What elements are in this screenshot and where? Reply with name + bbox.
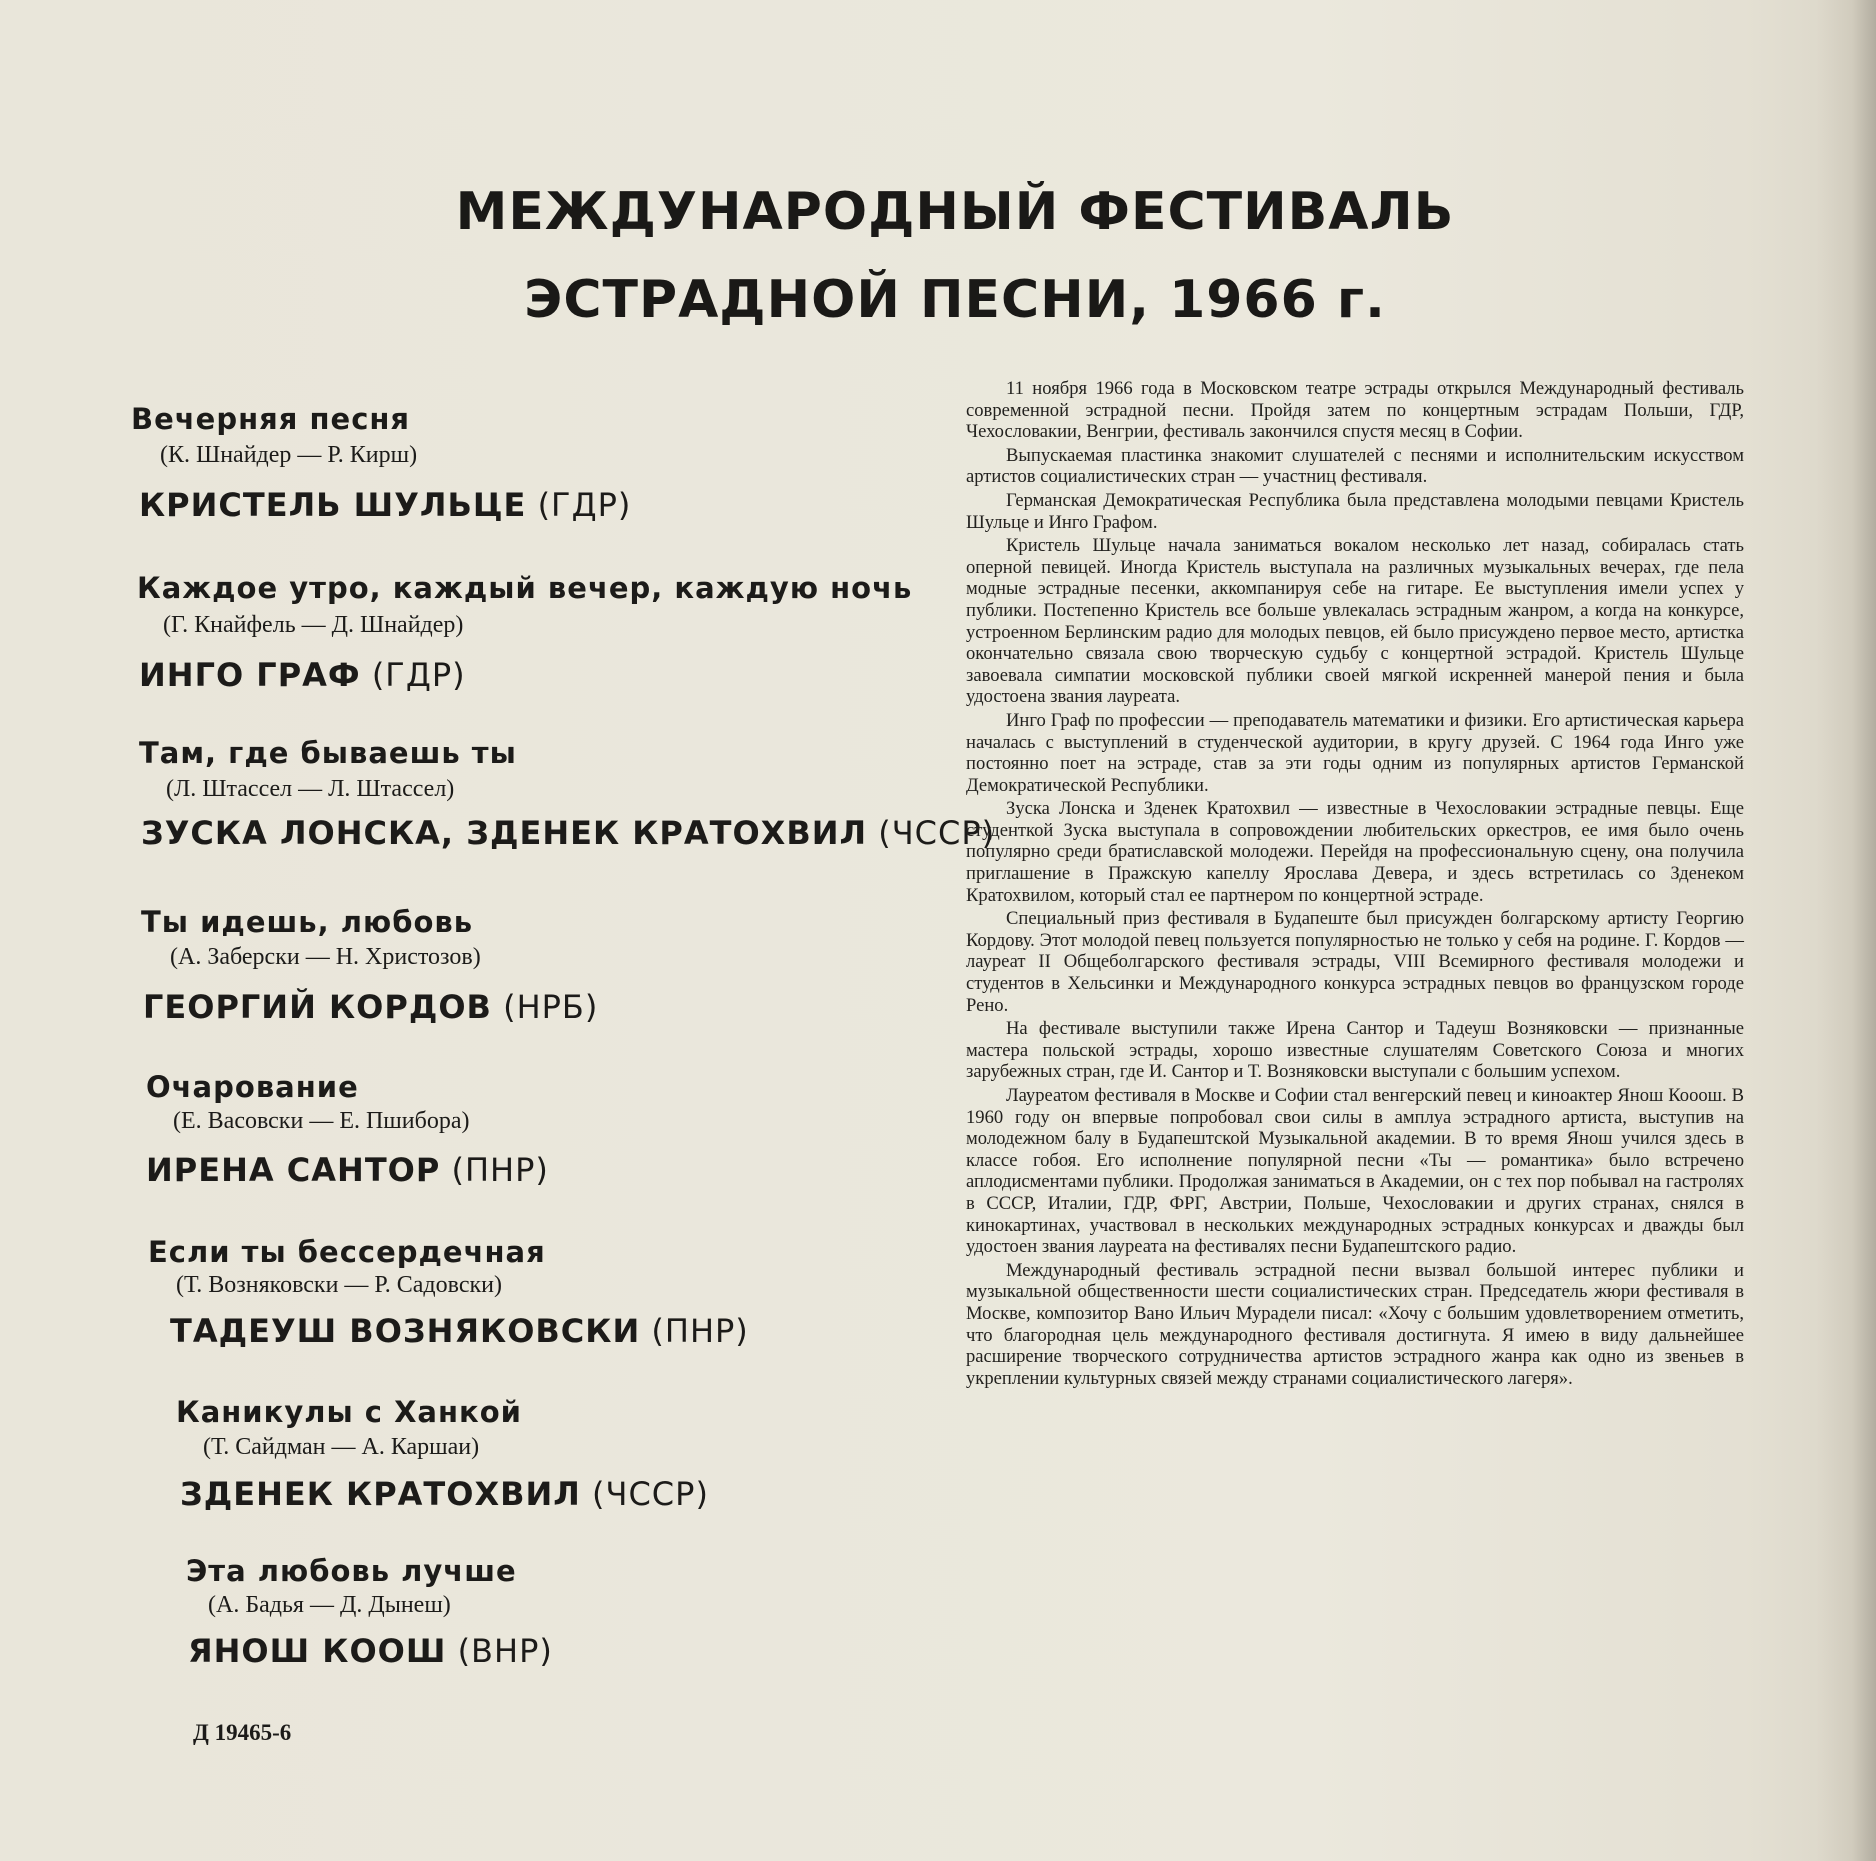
track-1-artist-name: КРИСТЕЛЬ ШУЛЬЦЕ xyxy=(139,486,527,524)
track-5-country: (ПНР) xyxy=(451,1151,549,1189)
title-line-1: МЕЖДУНАРОДНЫЙ ФЕСТИВАЛЬ xyxy=(455,182,1455,242)
liner-paragraph-7: Специальный приз фестиваля в Будапеште был присужден болгарскому артисту Георгию Кордову. Этот молодой певец пользуется популярностью не только у себя на родине. Г. Кордов — лауреат II Общеболгарского фестиваля эстрады, VIII Всемирного фестиваля молодежи и студентов в Хельсинки и Международного конкурса эстрадных певцов во французском городе Рено. xyxy=(966,908,1744,1016)
track-8-title: Эта любовь лучше xyxy=(186,1554,517,1588)
track-6-artist xyxy=(170,1312,749,1350)
track-6-artist-name: ТАДЕУШ ВОЗНЯКОВСКИ xyxy=(170,1312,641,1350)
track-7-country: (ЧССР) xyxy=(592,1475,709,1513)
track-2-title: Каждое утро, каждый вечер, каждую ночь xyxy=(137,571,913,605)
liner-paragraph-4: Кристель Шульце начала заниматься вокалом несколько лет назад, собиралась стать оперной певицей. Иногда Кристель выступала на различных музыкальных вечерах, где пела модные эстрадные песенки, аккомпанируя себе на гитаре. Ее выступления имели успех у публики. Постепенно Кристель все больше увлекалась эстрадным жанром, а когда на конкурсе, устроенном Берлинским радио для молодых певцов, ей было присуждено первое место, артистка окончательно связала свою творческую судьбу с концертной эстрадой. Кристель Шульце завоевала симпатии московской публики своей мягкой искренней манерой пения и была удостоена звания лауреата. xyxy=(966,535,1744,708)
track-5-title: Очарование xyxy=(146,1070,359,1104)
track-3-title: Там, где бываешь ты xyxy=(139,736,517,770)
track-8-artist-name: ЯНОШ КООШ xyxy=(188,1632,447,1670)
track-2-authors: (Г. Кнайфель — Д. Шнайдер) xyxy=(163,612,464,638)
track-1-authors: (К. Шнайдер — Р. Кирш) xyxy=(160,442,418,468)
track-8-artist xyxy=(188,1632,553,1670)
liner-paragraph-6: Зуска Лонска и Зденек Кратохвил — известные в Чехословакии эстрадные певцы. Еще студенткой Зуска выступала в сопровождении любительских оркестров, ее имя было очень популярно среди братиславской молодежи. Перейдя на профессиональную сцену, она получила приглашение в Пражскую капеллу Ярослава Девера, и здесь встретилась со Зденеком Кратохвилом, который стал ее партнером по концертной эстраде. xyxy=(966,798,1744,906)
track-2-country: (ГДР) xyxy=(371,656,466,694)
track-4-artist xyxy=(143,988,598,1026)
track-4-artist-name: ГЕОРГИЙ КОРДОВ xyxy=(143,988,492,1026)
track-1-title: Вечерняя песня xyxy=(131,402,411,436)
track-3-artist-name: ЗУСКА ЛОНСКА, ЗДЕНЕК КРАТОХВИЛ xyxy=(141,814,868,852)
track-3-authors: (Л. Штассел — Л. Штассел) xyxy=(166,776,455,802)
track-8-authors: (А. Бадья — Д. Дынеш) xyxy=(208,1592,451,1618)
liner-paragraph-9: Лауреатом фестиваля в Москве и Софии стал венгерский певец и киноактер Янош Кооош. В 1960 году он впервые попробовал свои силы в амплуа эстрадного артиста, выступив на молодежном балу в Будапештской Музыкальной академии. В то время Янош учился здесь в классе гобоя. Его исполнение популярной песни «Ты — романтика» было встречено аплодисментами публики. Продолжая заниматься в Академии, он с тех пор побывал на гастролях в СССР, Италии, ГДР, ФРГ, Австрии, Польше, Чехословакии и других странах, снялся в кинокартинах, участвовал в нескольких международных эстрадных конкурсах и дважды был удостоен звания лауреата на фестивалях песни Будапештского радио. xyxy=(966,1085,1744,1258)
track-3-artist xyxy=(141,814,995,852)
track-2-artist-name: ИНГО ГРАФ xyxy=(139,656,361,694)
track-3-country: (ЧССР) xyxy=(878,814,996,852)
track-4-title: Ты идешь, любовь xyxy=(141,905,474,939)
track-6-country: (ПНР) xyxy=(651,1312,749,1350)
track-5-authors: (Е. Васовски — Е. Пшибора) xyxy=(173,1108,470,1134)
track-5-artist xyxy=(146,1151,549,1189)
track-1-artist xyxy=(139,486,631,524)
track-7-title: Каникулы с Ханкой xyxy=(176,1395,522,1429)
liner-paragraph-2: Выпускаемая пластинка знакомит слушателей с песнями и исполнительским искусством артистов социалистических стран — участниц фестиваля. xyxy=(966,444,1744,488)
track-7-authors: (Т. Сайдман — А. Каршаи) xyxy=(203,1434,480,1460)
track-1-country: (ГДР) xyxy=(537,486,632,524)
liner-notes xyxy=(966,378,1744,1391)
liner-paragraph-8: На фестивале выступили также Ирена Сантор и Тадеуш Возняковски — признанные мастера польской эстрады, хорошо известные слушателям Советского Союза и многих зарубежных стран, где И. Сантор и Т. Возняковски выступали с большим успехом. xyxy=(966,1018,1744,1083)
liner-paragraph-5: Инго Граф по профессии — преподаватель математики и физики. Его артистическая карьера началась с выступлений в студенческой аудитории, в кругу друзей. С 1964 года Инго уже постоянно поет на эстраде, став за эти годы одним из популярных артистов Германской Демократической Республики. xyxy=(966,709,1744,796)
liner-paragraph-3: Германская Демократическая Республика была представлена молодыми певцами Кристель Шульце и Инго Графом. xyxy=(966,489,1744,533)
track-8-country: (ВНР) xyxy=(457,1632,553,1670)
page-title xyxy=(380,168,1530,344)
liner-paragraph-10: Международный фестиваль эстрадной песни вызвал большой интерес публики и музыкальной общественности шести социалистических стран. Председатель жюри фестиваля в Москве, композитор Вано Ильич Мурадели писал: «Хочу с большим удовлетворением отметить, что благородная цель международного фестиваля достигнута. Я имею в виду дальнейшее расширение творческого сотрудничества артистов эстрадного жанра как одно из звеньев в укреплении культурных связей между странами социалистического лагеря». xyxy=(966,1259,1744,1389)
title-line-2: ЭСТРАДНОЙ ПЕСНИ, 1966 г. xyxy=(524,270,1386,330)
track-2-artist xyxy=(139,656,466,694)
track-5-artist-name: ИРЕНА САНТОР xyxy=(146,1151,441,1189)
track-7-artist-name: ЗДЕНЕК КРАТОХВИЛ xyxy=(180,1475,581,1513)
track-4-authors: (А. Заберски — Н. Христозов) xyxy=(170,944,481,970)
liner-paragraph-1: 11 ноября 1966 года в Московском театре эстрады открылся Международный фестиваль современной эстрадной песни. Пройдя затем по концертным эстрадам Польши, ГДР, Чехословакии, Венгрии, фестиваль закончился спустя месяц в Софии. xyxy=(966,378,1744,443)
track-6-authors: (Т. Возняковски — Р. Садовски) xyxy=(176,1272,502,1298)
track-4-country: (НРБ) xyxy=(503,988,599,1026)
sleeve-edge-shadow xyxy=(1816,0,1876,1861)
track-7-artist xyxy=(180,1475,709,1513)
catalog-number: Д 19465-6 xyxy=(193,1720,292,1745)
track-6-title: Если ты бессердечная xyxy=(148,1235,546,1269)
